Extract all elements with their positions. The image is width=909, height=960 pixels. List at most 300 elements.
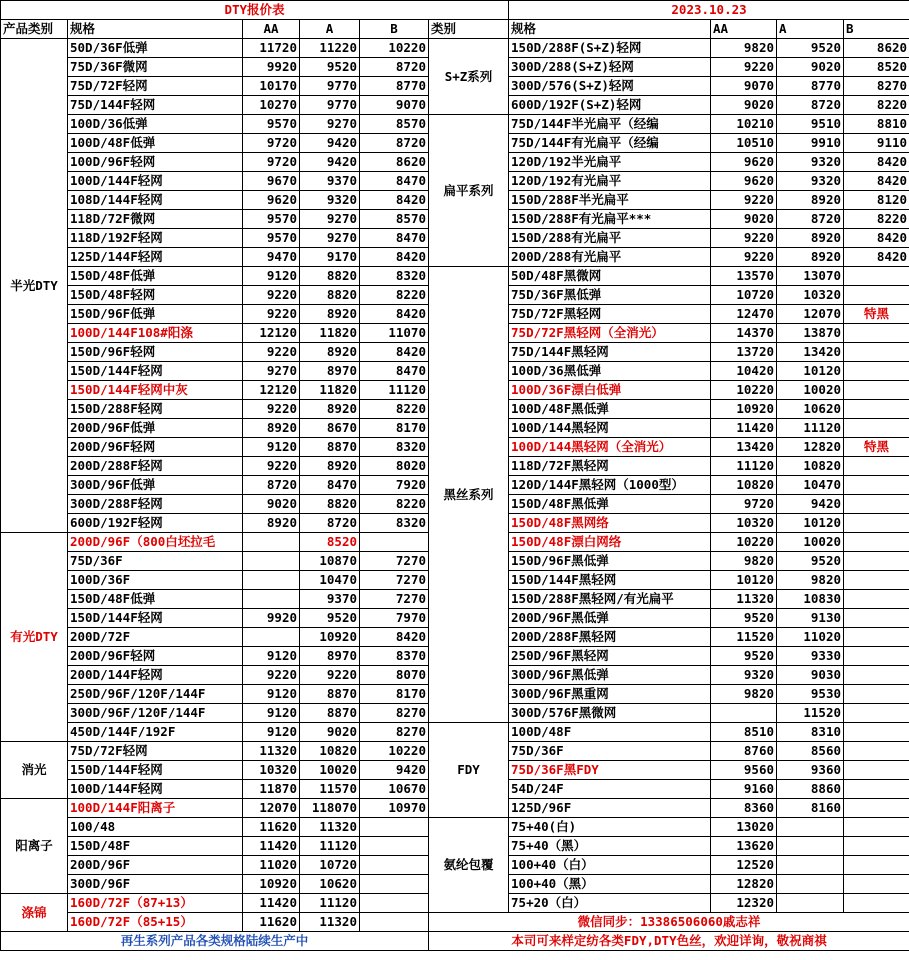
left-a-cell: 11320 [300, 913, 360, 932]
left-b-cell: 8220 [360, 400, 429, 419]
left-spec-cell: 100D/36F [68, 571, 243, 590]
left-b-cell: 10220 [360, 39, 429, 58]
right-b-cell: 8270 [844, 77, 909, 96]
right-aa-cell: 10220 [711, 381, 777, 400]
left-aa-cell: 9620 [243, 191, 300, 210]
left-b-cell [360, 894, 429, 913]
right-a-cell [777, 856, 844, 875]
right-a-cell: 9360 [777, 761, 844, 780]
table-row [1, 267, 909, 286]
left-spec-cell: 75D/36F微网 [68, 58, 243, 77]
table-row [1, 818, 909, 837]
right-spec-cell: 150D/288F有光扁平*** [509, 210, 711, 229]
right-category-cell: 黑丝系列 [429, 267, 509, 723]
right-a-cell: 12820 [777, 438, 844, 457]
right-a-cell: 9320 [777, 172, 844, 191]
right-a-cell: 11120 [777, 419, 844, 438]
left-a-cell: 10470 [300, 571, 360, 590]
left-b-cell: 8170 [360, 419, 429, 438]
right-spec-cell: 50D/48F黑微网 [509, 267, 711, 286]
right-spec-cell: 150D/48F漂白网络 [509, 533, 711, 552]
left-a-cell: 9420 [300, 134, 360, 153]
left-aa-cell: 9570 [243, 229, 300, 248]
right-a-cell: 8720 [777, 210, 844, 229]
left-aa-cell: 9470 [243, 248, 300, 267]
left-a-cell: 9270 [300, 210, 360, 229]
right-a-cell: 8720 [777, 96, 844, 115]
right-aa-cell: 13720 [711, 343, 777, 362]
left-aa-cell: 11420 [243, 894, 300, 913]
right-aa-cell: 10210 [711, 115, 777, 134]
right-aa-cell: 10510 [711, 134, 777, 153]
right-spec-cell: 100D/48F黑低弹 [509, 400, 711, 419]
right-b-cell [844, 666, 909, 685]
right-b-cell [844, 495, 909, 514]
left-aa-cell [243, 590, 300, 609]
right-b-cell: 8420 [844, 229, 909, 248]
right-b-cell [844, 476, 909, 495]
left-a-cell: 11120 [300, 894, 360, 913]
left-spec-cell: 150D/48F低弹 [68, 590, 243, 609]
right-aa-cell: 9520 [711, 609, 777, 628]
footer-row [1, 932, 909, 951]
left-aa-cell: 9120 [243, 647, 300, 666]
right-spec-cell: 100D/144黑轻网 [509, 419, 711, 438]
right-b-cell [844, 267, 909, 286]
left-aa-cell: 9220 [243, 457, 300, 476]
table-row [1, 723, 909, 742]
left-a-cell: 8870 [300, 704, 360, 723]
left-a-cell: 8720 [300, 514, 360, 533]
left-spec-cell: 75D/72F轻网 [68, 77, 243, 96]
right-spec-cell: 100D/144黑轻网（全消光） [509, 438, 711, 457]
left-b-cell: 8420 [360, 191, 429, 210]
right-a-cell: 9320 [777, 153, 844, 172]
left-a-cell: 11820 [300, 324, 360, 343]
left-spec-cell: 100D/48F低弹 [68, 134, 243, 153]
right-a-cell: 8770 [777, 77, 844, 96]
left-b-cell [360, 837, 429, 856]
left-a-cell: 9370 [300, 172, 360, 191]
right-spec-cell: 75D/36F [509, 742, 711, 761]
left-a-cell: 11220 [300, 39, 360, 58]
left-aa-cell: 8920 [243, 419, 300, 438]
right-spec-cell: 150D/288F黑轻网/有光扁平 [509, 590, 711, 609]
col-spec: 规格 [68, 20, 243, 39]
right-aa-cell: 9320 [711, 666, 777, 685]
right-aa-cell: 13620 [711, 837, 777, 856]
left-b-cell: 8220 [360, 495, 429, 514]
left-category-cell: 半光DTY [1, 39, 68, 533]
right-a-cell: 8920 [777, 248, 844, 267]
left-a-cell: 11570 [300, 780, 360, 799]
right-category-cell: S+Z系列 [429, 39, 509, 115]
right-aa-cell: 9020 [711, 96, 777, 115]
right-a-cell: 9530 [777, 685, 844, 704]
left-aa-cell: 11320 [243, 742, 300, 761]
left-aa-cell: 12070 [243, 799, 300, 818]
left-b-cell: 8470 [360, 229, 429, 248]
right-aa-cell: 10820 [711, 476, 777, 495]
right-aa-cell: 10320 [711, 514, 777, 533]
right-spec-cell: 300D/96F黑重网 [509, 685, 711, 704]
left-aa-cell: 9220 [243, 305, 300, 324]
right-spec-cell: 125D/96F [509, 799, 711, 818]
left-aa-cell: 9570 [243, 115, 300, 134]
right-b-cell [844, 837, 909, 856]
right-a-cell: 8310 [777, 723, 844, 742]
right-aa-cell: 9820 [711, 552, 777, 571]
left-a-cell: 9320 [300, 191, 360, 210]
col-aa: AA [243, 20, 300, 39]
right-spec-cell: 75D/72F黑轻网 [509, 305, 711, 324]
right-spec-cell: 150D/288有光扁平 [509, 229, 711, 248]
left-b-cell: 11120 [360, 381, 429, 400]
right-aa-cell: 9720 [711, 495, 777, 514]
col-a2: A [777, 20, 844, 39]
left-b-cell: 10970 [360, 799, 429, 818]
left-b-cell: 8570 [360, 210, 429, 229]
left-a-cell: 9220 [300, 666, 360, 685]
left-aa-cell: 11420 [243, 837, 300, 856]
right-b-cell [844, 685, 909, 704]
left-a-cell: 10870 [300, 552, 360, 571]
left-a-cell: 10920 [300, 628, 360, 647]
right-b-cell [844, 742, 909, 761]
left-spec-cell: 150D/144F轻网 [68, 609, 243, 628]
left-a-cell: 9270 [300, 229, 360, 248]
left-spec-cell: 108D/144F轻网 [68, 191, 243, 210]
right-b-cell: 8420 [844, 172, 909, 191]
left-a-cell: 8670 [300, 419, 360, 438]
right-aa-cell: 11320 [711, 590, 777, 609]
left-spec-cell: 150D/144F轻网 [68, 362, 243, 381]
right-spec-cell: 150D/48F黑低弹 [509, 495, 711, 514]
left-b-cell: 8470 [360, 172, 429, 191]
right-a-cell: 9520 [777, 39, 844, 58]
left-a-cell: 9420 [300, 153, 360, 172]
right-aa-cell: 9220 [711, 229, 777, 248]
right-aa-cell: 9820 [711, 39, 777, 58]
left-aa-cell: 11870 [243, 780, 300, 799]
left-b-cell: 8420 [360, 628, 429, 647]
right-a-cell [777, 875, 844, 894]
right-spec-cell: 100D/48F [509, 723, 711, 742]
left-a-cell: 10620 [300, 875, 360, 894]
right-a-cell: 10320 [777, 286, 844, 305]
right-b-cell [844, 533, 909, 552]
left-b-cell: 8720 [360, 58, 429, 77]
right-a-cell: 8560 [777, 742, 844, 761]
right-aa-cell: 11120 [711, 457, 777, 476]
left-spec-cell: 150D/288F轻网 [68, 400, 243, 419]
left-spec-cell: 150D/48F [68, 837, 243, 856]
right-a-cell: 10120 [777, 362, 844, 381]
left-aa-cell: 9120 [243, 685, 300, 704]
right-spec-cell: 150D/288F半光扁平 [509, 191, 711, 210]
left-b-cell: 8320 [360, 267, 429, 286]
left-category-cell: 有光DTY [1, 533, 68, 742]
left-spec-cell: 100D/96F轻网 [68, 153, 243, 172]
right-aa-cell: 9220 [711, 248, 777, 267]
left-spec-cell: 250D/96F/120F/144F [68, 685, 243, 704]
right-b-cell [844, 628, 909, 647]
left-spec-cell: 160D/72F（85+15） [68, 913, 243, 932]
left-b-cell: 7270 [360, 590, 429, 609]
right-b-cell [844, 875, 909, 894]
left-aa-cell: 11620 [243, 913, 300, 932]
left-b-cell: 8320 [360, 438, 429, 457]
right-aa-cell: 14370 [711, 324, 777, 343]
right-a-cell: 9420 [777, 495, 844, 514]
right-spec-cell: 150D/288F(S+Z)轻网 [509, 39, 711, 58]
right-a-cell: 9020 [777, 58, 844, 77]
left-a-cell: 9170 [300, 248, 360, 267]
left-b-cell: 7970 [360, 609, 429, 628]
right-spec-cell: 300D/96F黑低弹 [509, 666, 711, 685]
left-spec-cell: 100D/36低弹 [68, 115, 243, 134]
right-b-cell [844, 780, 909, 799]
right-spec-cell: 200D/288有光扁平 [509, 248, 711, 267]
left-b-cell: 7270 [360, 571, 429, 590]
left-a-cell: 9370 [300, 590, 360, 609]
wechat-cell: 微信同步：13386506060戚志祥 [429, 913, 909, 932]
left-spec-cell: 150D/96F低弹 [68, 305, 243, 324]
right-aa-cell: 12470 [711, 305, 777, 324]
sheet-date: 2023.10.23 [509, 1, 909, 20]
right-a-cell: 10820 [777, 457, 844, 476]
left-b-cell [360, 856, 429, 875]
left-spec-cell: 100D/144F轻网 [68, 780, 243, 799]
left-aa-cell: 9920 [243, 58, 300, 77]
right-spec-cell: 120D/144F黑轻网（1000型） [509, 476, 711, 495]
left-a-cell: 8820 [300, 286, 360, 305]
right-b-cell: 8620 [844, 39, 909, 58]
right-aa-cell: 9220 [711, 191, 777, 210]
right-aa-cell: 9070 [711, 77, 777, 96]
table-row [1, 913, 909, 932]
right-spec-cell: 75D/36F黑低弹 [509, 286, 711, 305]
right-spec-cell: 150D/96F黑低弹 [509, 552, 711, 571]
right-b-cell [844, 704, 909, 723]
right-aa-cell: 10120 [711, 571, 777, 590]
left-spec-cell: 160D/72F（87+13） [68, 894, 243, 913]
left-aa-cell: 9220 [243, 400, 300, 419]
left-aa-cell: 10170 [243, 77, 300, 96]
right-aa-cell: 13020 [711, 818, 777, 837]
right-b-cell [844, 856, 909, 875]
left-b-cell: 8470 [360, 362, 429, 381]
left-spec-cell: 200D/96F低弹 [68, 419, 243, 438]
left-spec-cell: 75D/36F [68, 552, 243, 571]
left-spec-cell: 75D/144F轻网 [68, 96, 243, 115]
right-b-cell [844, 799, 909, 818]
left-a-cell: 10020 [300, 761, 360, 780]
left-aa-cell: 8920 [243, 514, 300, 533]
left-spec-cell: 100D/144F轻网 [68, 172, 243, 191]
right-b-cell [844, 590, 909, 609]
right-a-cell: 13870 [777, 324, 844, 343]
right-b-cell [844, 419, 909, 438]
right-b-cell [844, 362, 909, 381]
left-spec-cell: 200D/288F轻网 [68, 457, 243, 476]
right-a-cell: 8860 [777, 780, 844, 799]
left-a-cell: 8870 [300, 438, 360, 457]
left-a-cell: 9020 [300, 723, 360, 742]
left-b-cell: 8270 [360, 704, 429, 723]
left-b-cell: 7270 [360, 552, 429, 571]
right-b-cell: 8810 [844, 115, 909, 134]
note-cell: 特黑 [844, 305, 909, 324]
right-aa-cell: 13420 [711, 438, 777, 457]
col-category: 产品类别 [1, 20, 68, 39]
left-a-cell: 9770 [300, 96, 360, 115]
right-b-cell: 8120 [844, 191, 909, 210]
right-aa-cell: 11520 [711, 628, 777, 647]
left-spec-cell: 75D/72F轻网 [68, 742, 243, 761]
right-a-cell: 8920 [777, 229, 844, 248]
right-spec-cell: 300D/288(S+Z)轻网 [509, 58, 711, 77]
left-category-cell: 阳离子 [1, 799, 68, 894]
right-aa-cell: 10920 [711, 400, 777, 419]
right-aa-cell: 11420 [711, 419, 777, 438]
col-b2: B [844, 20, 909, 39]
right-aa-cell: 9160 [711, 780, 777, 799]
left-b-cell: 8420 [360, 248, 429, 267]
left-spec-cell: 200D/96F（800白坯拉毛 [68, 533, 243, 552]
right-aa-cell: 12820 [711, 875, 777, 894]
right-aa-cell: 9620 [711, 153, 777, 172]
left-aa-cell: 11720 [243, 39, 300, 58]
col-a: A [300, 20, 360, 39]
left-spec-cell: 450D/144F/192F [68, 723, 243, 742]
right-b-cell: 8520 [844, 58, 909, 77]
left-a-cell: 11120 [300, 837, 360, 856]
right-aa-cell: 12520 [711, 856, 777, 875]
right-a-cell: 9910 [777, 134, 844, 153]
right-a-cell: 9510 [777, 115, 844, 134]
left-spec-cell: 300D/288F轻网 [68, 495, 243, 514]
left-b-cell: 10670 [360, 780, 429, 799]
right-a-cell: 10020 [777, 533, 844, 552]
right-a-cell: 9130 [777, 609, 844, 628]
left-aa-cell: 9120 [243, 723, 300, 742]
right-b-cell [844, 381, 909, 400]
right-category-cell: 氨纶包覆 [429, 818, 509, 913]
left-b-cell: 9070 [360, 96, 429, 115]
left-aa-cell [243, 571, 300, 590]
table-row [1, 39, 909, 58]
left-aa-cell: 11020 [243, 856, 300, 875]
right-a-cell: 13070 [777, 267, 844, 286]
right-spec-cell: 200D/96F黑低弹 [509, 609, 711, 628]
left-spec-cell: 118D/192F轻网 [68, 229, 243, 248]
right-a-cell: 12070 [777, 305, 844, 324]
right-spec-cell: 100+40（黑） [509, 875, 711, 894]
right-a-cell: 9030 [777, 666, 844, 685]
sheet-title: DTY报价表 [1, 1, 509, 20]
col-category2: 类别 [429, 20, 509, 39]
left-a-cell: 8970 [300, 647, 360, 666]
table-row [1, 115, 909, 134]
left-spec-cell: 50D/36F低弹 [68, 39, 243, 58]
left-a-cell: 8820 [300, 495, 360, 514]
left-b-cell [360, 818, 429, 837]
right-spec-cell: 118D/72F黑轻网 [509, 457, 711, 476]
right-b-cell [844, 514, 909, 533]
right-spec-cell: 75D/72F黑轻网（全消光） [509, 324, 711, 343]
right-aa-cell: 9620 [711, 172, 777, 191]
right-spec-cell: 150D/48F黑网络 [509, 514, 711, 533]
right-b-cell [844, 324, 909, 343]
right-b-cell: 8420 [844, 248, 909, 267]
right-spec-cell: 75D/36F黑FDY [509, 761, 711, 780]
left-a-cell: 8820 [300, 267, 360, 286]
left-b-cell: 8420 [360, 343, 429, 362]
right-aa-cell: 10420 [711, 362, 777, 381]
right-spec-cell: 75+20（白） [509, 894, 711, 913]
right-spec-cell: 120D/192半光扁平 [509, 153, 711, 172]
left-spec-cell: 150D/96F轻网 [68, 343, 243, 362]
left-a-cell: 9520 [300, 58, 360, 77]
right-spec-cell: 300D/576(S+Z)轻网 [509, 77, 711, 96]
right-aa-cell: 12320 [711, 894, 777, 913]
right-b-cell [844, 571, 909, 590]
right-spec-cell: 54D/24F [509, 780, 711, 799]
left-a-cell: 8520 [300, 533, 360, 552]
right-spec-cell: 300D/576F黑微网 [509, 704, 711, 723]
left-a-cell: 11320 [300, 818, 360, 837]
right-b-cell [844, 343, 909, 362]
right-b-cell [844, 609, 909, 628]
left-spec-cell: 100D/144F阳离子 [68, 799, 243, 818]
left-spec-cell: 200D/96F [68, 856, 243, 875]
right-a-cell: 10470 [777, 476, 844, 495]
left-aa-cell [243, 533, 300, 552]
right-a-cell: 11020 [777, 628, 844, 647]
right-spec-cell: 75D/144F黑轻网 [509, 343, 711, 362]
right-b-cell [844, 552, 909, 571]
left-b-cell: 8320 [360, 514, 429, 533]
left-aa-cell: 11620 [243, 818, 300, 837]
left-spec-cell: 200D/72F [68, 628, 243, 647]
left-aa-cell: 9120 [243, 438, 300, 457]
left-b-cell: 8770 [360, 77, 429, 96]
right-b-cell [844, 457, 909, 476]
note-cell: 特黑 [844, 438, 909, 457]
right-b-cell: 8220 [844, 96, 909, 115]
left-spec-cell: 150D/48F低弹 [68, 267, 243, 286]
right-aa-cell: 9560 [711, 761, 777, 780]
right-a-cell [777, 894, 844, 913]
right-a-cell: 11520 [777, 704, 844, 723]
right-a-cell: 10620 [777, 400, 844, 419]
left-spec-cell: 300D/96F/120F/144F [68, 704, 243, 723]
left-a-cell: 8970 [300, 362, 360, 381]
left-spec-cell: 300D/96F [68, 875, 243, 894]
left-b-cell: 8420 [360, 305, 429, 324]
left-spec-cell: 200D/96F轻网 [68, 647, 243, 666]
col-spec2: 规格 [509, 20, 711, 39]
left-spec-cell: 150D/144F轻网 [68, 761, 243, 780]
title-row [1, 1, 909, 20]
right-a-cell: 10830 [777, 590, 844, 609]
right-aa-cell: 9020 [711, 210, 777, 229]
right-category-cell: 扁平系列 [429, 115, 509, 267]
right-spec-cell: 75+40（黑） [509, 837, 711, 856]
left-a-cell: 8920 [300, 457, 360, 476]
right-b-cell: 9110 [844, 134, 909, 153]
